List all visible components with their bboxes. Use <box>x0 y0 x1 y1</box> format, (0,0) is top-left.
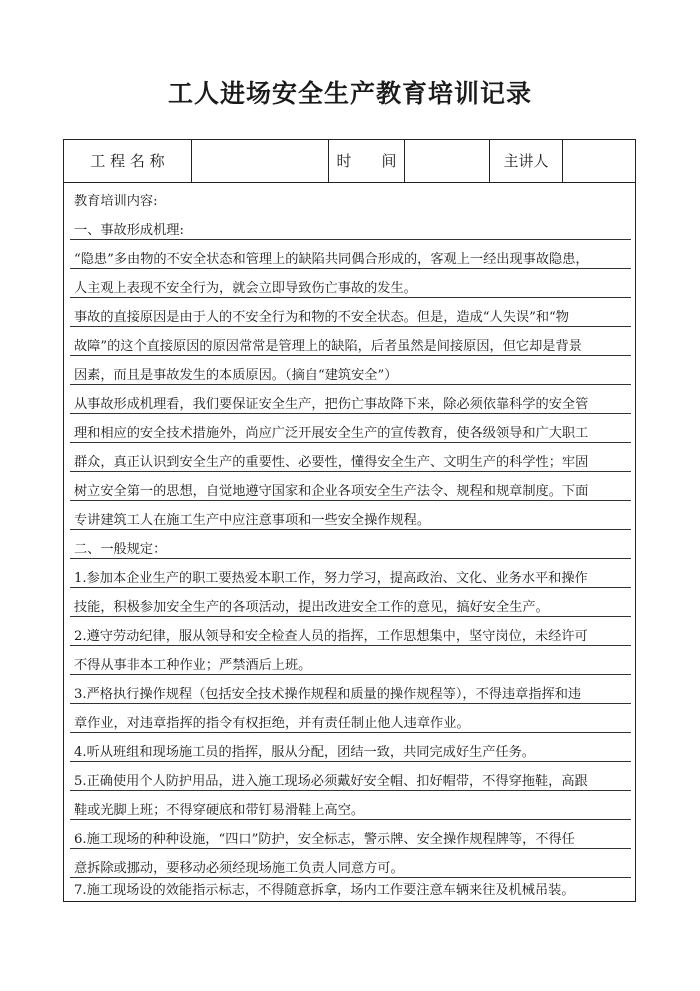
ruled-line <box>70 616 631 617</box>
content-line: 2.遵守劳动纪律，服从领导和安全检查人员的指挥，工作思想集中，坚守岗位，未经许可 <box>74 629 588 644</box>
ruled-line <box>70 326 631 327</box>
section-heading: 一、事故形成机理: <box>74 223 184 238</box>
content-line: 7.施工现场设的效能指示标志，不得随意拆拿，场内工作要注意车辆来往及机械吊装。 <box>74 883 575 898</box>
lecturer-label: 主讲人 <box>503 152 549 170</box>
content-line: 人主观上表现不安全行为，就会立即导致伤亡事故的发生。 <box>74 281 417 296</box>
content-line: 事故的直接原因是由于人的不安全行为和物的不安全状态。但是，造成“人失误”和“物 <box>74 310 569 325</box>
ruled-line <box>70 732 631 733</box>
ruled-line <box>70 848 631 849</box>
content-line: 章作业，对违章指挥的指令有权拒绝，并有责任制止他人违章作业。 <box>74 716 470 731</box>
content-line: 5.正确使用个人防护用品，进入施工现场必须戴好安全帽、扣好帽带，不得穿拖鞋，高跟 <box>74 774 588 789</box>
content-line: 技能，积极参加安全生产的各项活动，提出改进安全工作的意见，搞好安全生产。 <box>74 600 549 615</box>
training-record-form <box>63 139 636 902</box>
content-line: 6.施工现场的种种设施，“四口”防护，安全标志，警示牌、安全操作规程牌等，不得任 <box>74 832 575 847</box>
ruled-line <box>70 355 631 356</box>
content-line: 因素，而且是事故发生的本质原因。（摘自“建筑安全”） <box>74 368 398 383</box>
content-line: 不得从事非本工种作业；严禁酒后上班。 <box>74 658 312 673</box>
ruled-line <box>70 500 631 501</box>
content-line: 1.参加本企业生产的职工要热爱本职工作，努力学习，提高政治、文化、业务水平和操作 <box>74 571 588 586</box>
content-line: 故障”的这个直接原因的原因常常是管理上的缺陷，后者虽然是间接原因，但它却是背景 <box>74 339 582 354</box>
header-row <box>64 140 635 183</box>
section-heading: 二、一般规定： <box>74 542 167 557</box>
content-line: 理和相应的安全技术措施外，尚应广泛开展安全生产的宣传教育，使各级领导和广大职工 <box>74 426 589 441</box>
ruled-line <box>70 297 631 298</box>
content-line: 群众，真正认识到安全生产的重要性、必要性，懂得安全生产、文明生产的科学性；牢固 <box>74 455 589 470</box>
time-field[interactable] <box>405 140 489 182</box>
content-line: 3.严格执行操作规程（包括安全技术操作规程和质量的操作规程等），不得违章指挥和违 <box>74 687 582 702</box>
content-line: 鞋或光脚上班；不得穿硬底和带钉易滑鞋上高空。 <box>74 803 365 818</box>
project-name-label: 工 程 名 称 <box>90 152 165 170</box>
ruled-line <box>70 761 631 762</box>
ruled-line <box>70 645 631 646</box>
page-title: 工人进场安全生产教育培训记录 <box>167 79 532 108</box>
ruled-line <box>70 703 631 704</box>
ruled-line <box>70 239 631 240</box>
content-line: 专讲建筑工人在施工生产中应注意事项和一些安全操作规程。 <box>74 513 431 528</box>
content-line: 4.听从班组和现场施工员的指挥，服从分配，团结一致，共同完成好生产任务。 <box>74 745 535 760</box>
ruled-line <box>70 558 631 559</box>
ruled-line <box>70 413 631 414</box>
ruled-line <box>70 471 631 472</box>
content-line: “隐患”多由物的不安全状态和管理上的缺陷共同偶合形成的，客观上一经出现事故隐患， <box>74 252 589 267</box>
content-line: 从事故形成机理看，我们要保证安全生产，把伤亡事故降下来，除必须依靠科学的安全管 <box>74 397 589 412</box>
content-line: 意拆除或挪动，要移动必须经现场施工负责人同意方可。 <box>74 861 404 876</box>
ruled-line <box>70 529 631 530</box>
ruled-line <box>70 384 631 385</box>
ruled-line <box>70 268 631 269</box>
ruled-line <box>70 442 631 443</box>
ruled-line <box>70 790 631 791</box>
ruled-line <box>70 587 631 588</box>
ruled-line <box>70 877 631 878</box>
lecturer-field[interactable] <box>563 140 637 182</box>
ruled-line <box>70 819 631 820</box>
content-heading: 教育培训内容: <box>74 194 158 209</box>
content-line: 树立安全第一的思想，自觉地遵守国家和企业各项安全生产法令、规程和规章制度。下面 <box>74 484 589 499</box>
project-name-field[interactable] <box>192 140 328 182</box>
ruled-line <box>70 674 631 675</box>
time-label: 时 间 <box>336 152 397 170</box>
